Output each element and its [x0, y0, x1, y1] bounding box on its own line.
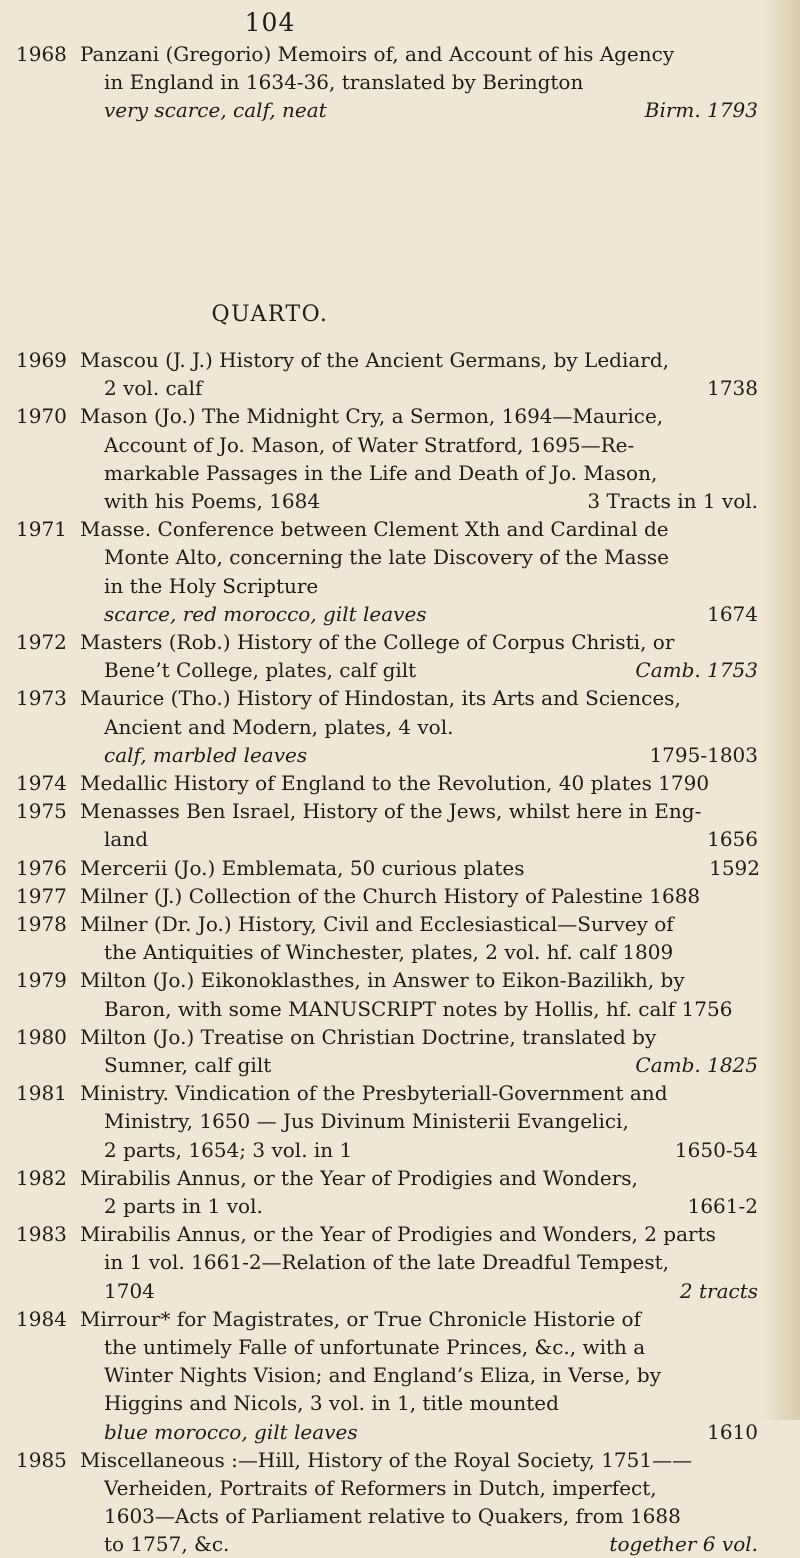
- entry-line: [104, 68, 758, 96]
- entry-text: Milton (Jo.) Eikonoklasthes, in Answer to Eikon-Bazilikh, by: [80, 968, 685, 993]
- entry-line: [104, 741, 758, 769]
- entry-number: 1985: [16, 1447, 67, 1472]
- entry-line: [104, 96, 758, 124]
- entry-line: [104, 995, 758, 1023]
- entry-text: Mascou (J. J.) History of the Ancient Germans, by Lediard,: [80, 348, 669, 372]
- entry-line: [104, 1277, 758, 1305]
- entry-line: [104, 825, 758, 853]
- entry-line: [80, 1023, 760, 1051]
- entry-number: 1973: [16, 686, 67, 711]
- entry-date: 1650-54: [674, 1137, 758, 1162]
- entry-text: in the Holy Scripture: [104, 573, 319, 598]
- entry-text: Mirabilis Annus, or the Year of Prodigies and Wonders, 2 parts: [80, 1222, 716, 1247]
- entry-date: 1661-2: [687, 1193, 758, 1218]
- entry-text: the Antiquities of Winchester, plates, 2 vol. hf. calf 1809: [104, 940, 674, 965]
- entry-line: [80, 1079, 760, 1107]
- entry-number: 1984: [16, 1306, 67, 1331]
- entry-text: 2 parts in 1 vol.: [104, 1193, 263, 1218]
- entry-text: Verheiden, Portraits of Reformers in Dutch, imperfect,: [104, 1475, 657, 1500]
- entry-line: [104, 1192, 758, 1220]
- entry-text: Mirabilis Annus, or the Year of Prodigies and Wonders,: [80, 1165, 638, 1190]
- entry-text: Medallic History of England to the Revolution, 40 plates 1790: [80, 771, 710, 795]
- entry-line: [104, 1333, 758, 1361]
- entry-text: Ministry. Vindication of the Presbyteriall-Government and: [80, 1081, 668, 1106]
- entry-line: [80, 797, 760, 825]
- entry-text: Ministry, 1650 — Jus Divinum Ministerii Evangelici,: [104, 1109, 629, 1134]
- entry-line: [104, 1136, 758, 1164]
- entry-text: Sumner, calf gilt: [104, 1052, 272, 1077]
- entry-text: Milton (Jo.) Treatise on Christian Doctrine, translated by: [80, 1024, 657, 1049]
- entry-text: Milner (Dr. Jo.) History, Civil and Ecclesiastical—Survey of: [80, 912, 674, 936]
- entry-line: [80, 684, 760, 712]
- entry-line: [104, 543, 758, 571]
- entry-text: Bene’t College, plates, calf gilt: [104, 658, 417, 683]
- entry-text: Milner (J.) Collection of the Church History of Palestine 1688: [80, 883, 701, 908]
- entry-line: [80, 854, 760, 882]
- entry-line: [104, 1361, 758, 1389]
- entry-line: [80, 346, 760, 374]
- entry-line: [80, 1164, 760, 1192]
- entry-number: 1979: [16, 968, 67, 993]
- entry-line: [104, 600, 758, 628]
- entry-text: blue morocco, gilt leaves: [104, 1419, 358, 1444]
- entry-text: markable Passages in the Life and Death of Jo. Mason,: [104, 460, 658, 485]
- entry-text: Maurice (Tho.) History of Hindostan, its Arts and Sciences,: [80, 686, 681, 711]
- entry-number: 1968: [16, 42, 67, 66]
- entry-text: Ancient and Modern, plates, 4 vol.: [104, 714, 454, 739]
- page-number: 104: [244, 8, 296, 37]
- entry-date: together 6 vol.: [609, 1532, 758, 1557]
- entry-date: Camb. 1753: [635, 658, 758, 683]
- entry-date: 1674: [707, 601, 758, 626]
- entry-line: [80, 910, 760, 938]
- entry-text: Higgins and Nicols, 3 vol. in 1, title mounted: [104, 1391, 559, 1416]
- entry-line: [104, 938, 758, 966]
- entry-line: [104, 431, 758, 459]
- entry-line: [80, 1220, 760, 1248]
- entry-line: [104, 459, 758, 487]
- entry-text: Mirrour* for Magistrates, or True Chronicle Historie of: [80, 1306, 641, 1331]
- entry-number: 1981: [16, 1081, 67, 1106]
- entry-text: 2 vol. calf: [104, 376, 203, 401]
- entry-text: in England in 1634-36, translated by Berington: [104, 70, 584, 95]
- entry-date: 1656: [707, 827, 758, 852]
- entry-text: to 1757, &c.: [104, 1532, 230, 1557]
- entry-line: [104, 1248, 758, 1276]
- entry-line: [104, 1530, 758, 1558]
- entry-text: 2 parts, 1654; 3 vol. in 1: [104, 1137, 353, 1162]
- entry-number: 1977: [16, 883, 67, 908]
- entry-number: 1974: [16, 771, 67, 795]
- entry-text: Monte Alto, concerning the late Discovery of the Masse: [104, 545, 669, 570]
- entry-text: Masse. Conference between Clement Xth and Cardinal de: [80, 517, 669, 542]
- entry-number: 1975: [16, 799, 67, 824]
- entry-text: calf, marbled leaves: [104, 742, 308, 767]
- entry-line: [104, 1502, 758, 1530]
- entry-text: 1704: [104, 1278, 155, 1303]
- entry-line: [104, 1418, 758, 1446]
- entry-text: very scarce, calf, neat: [104, 98, 327, 123]
- page-edge-shadow: [762, 0, 800, 1420]
- entry-date: 1738: [707, 376, 758, 401]
- entry-text: with his Poems, 1684: [104, 488, 321, 513]
- entry-line: [104, 1051, 758, 1079]
- entry-date: Camb. 1825: [635, 1052, 758, 1077]
- entry-text: 1603—Acts of Parliament relative to Quakers, from 1688: [104, 1504, 681, 1529]
- entry-line: [80, 515, 760, 543]
- entry-number: 1976: [16, 855, 67, 880]
- entry-text: Panzani (Gregorio) Memoirs of, and Account of his Agency: [80, 42, 675, 66]
- entry-date: 2 tracts: [679, 1278, 758, 1303]
- entry-line: [80, 966, 760, 994]
- entry-text: Miscellaneous :—Hill, History of the Royal Society, 1751——: [80, 1447, 693, 1472]
- entry-line: [104, 572, 758, 600]
- entry-line: [104, 1107, 758, 1135]
- entry-line: [104, 656, 758, 684]
- entry-number: 1972: [16, 630, 67, 654]
- entry-number: 1983: [16, 1222, 67, 1247]
- entry-text: Winter Nights Vision; and England’s Eliza, in Verse, by: [104, 1363, 662, 1388]
- entry-line: [80, 882, 760, 910]
- entry-line: [104, 374, 758, 402]
- entry-number: 1971: [16, 517, 67, 542]
- entry-text: Account of Jo. Mason, of Water Stratford, 1695—Re-: [104, 432, 635, 457]
- entry-line: [80, 402, 760, 430]
- entry-text: the untimely Falle of unfortunate Princes, &c., with a: [104, 1334, 646, 1359]
- entry-text: in 1 vol. 1661-2—Relation of the late Dreadful Tempest,: [104, 1250, 670, 1275]
- entry-date: 1610: [707, 1419, 758, 1444]
- entry-text: Menasses Ben Israel, History of the Jews, whilst here in Eng-: [80, 799, 702, 824]
- entry-date: 1592: [709, 855, 760, 880]
- entry-line: [104, 487, 758, 515]
- entry-number: 1980: [16, 1024, 67, 1049]
- entry-line: [80, 769, 760, 797]
- entry-text: Mason (Jo.) The Midnight Cry, a Sermon, 1694—Maurice,: [80, 404, 664, 429]
- entry-text: Mercerii (Jo.) Emblemata, 50 curious plates: [80, 855, 525, 880]
- entry-text: Masters (Rob.) History of the College of Corpus Christi, or: [80, 630, 675, 654]
- entry-number: 1982: [16, 1165, 67, 1190]
- entry-line: [104, 1389, 758, 1417]
- entry-text: Baron, with some MANUSCRIPT notes by Hollis, hf. calf 1756: [104, 996, 733, 1021]
- entry-date: 3 Tracts in 1 vol.: [587, 488, 758, 513]
- entry-number: 1970: [16, 404, 67, 429]
- entry-line: [80, 40, 760, 68]
- entry-line: [104, 1474, 758, 1502]
- entry-date: 1795-1803: [649, 742, 758, 767]
- entry-line: [104, 713, 758, 741]
- entry-text: land: [104, 827, 149, 852]
- section-title: QUARTO.: [211, 302, 329, 327]
- entry-line: [80, 628, 760, 656]
- entry-line: [80, 1446, 760, 1474]
- entry-number: 1969: [16, 348, 67, 372]
- entry-number: 1978: [16, 912, 67, 936]
- entry-date: Birm. 1793: [644, 98, 758, 123]
- entry-text: scarce, red morocco, gilt leaves: [104, 601, 427, 626]
- entry-line: [80, 1305, 760, 1333]
